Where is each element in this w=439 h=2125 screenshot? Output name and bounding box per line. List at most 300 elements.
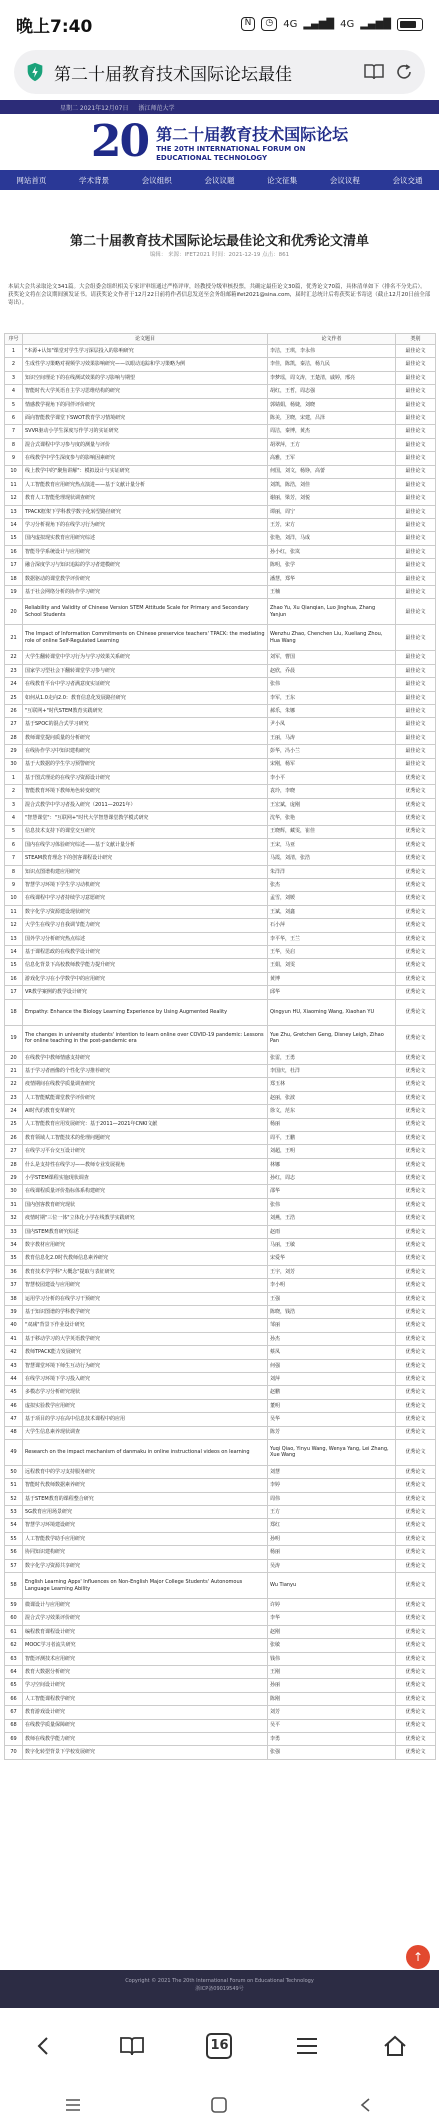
cell-authors: 郑玉林 — [268, 1078, 396, 1091]
cell-type: 最佳论文 — [396, 465, 436, 478]
table-row — [5, 1665, 436, 1678]
cell-title: 大学生信息素养现状调查 — [23, 1426, 268, 1439]
table-row — [5, 1064, 436, 1077]
address-bar[interactable] — [14, 50, 425, 94]
cell-authors: 谭丽，周宁 — [268, 505, 396, 518]
cell-authors: 彭华，冯小兰 — [268, 745, 396, 758]
cell-number: 57 — [5, 1559, 23, 1572]
battery-icon — [397, 18, 423, 31]
cell-type: 优秀论文 — [396, 1292, 436, 1305]
cell-title: 在线课程质量评价指标体系构建研究 — [23, 1185, 268, 1198]
cell-type: 优秀论文 — [396, 1465, 436, 1478]
site-banner[interactable] — [0, 114, 439, 170]
cell-number: 17 — [5, 986, 23, 999]
table-row — [5, 1386, 436, 1399]
cell-title: The Impact of Information Commitments on Chinese preservice teachers' TPACK: the mediating role of online Self-Regulated Learning — [23, 625, 268, 651]
browser-toolbar — [0, 2024, 439, 2068]
cell-authors: 宋爱华 — [268, 1252, 396, 1265]
cell-authors: 张雷，王勇 — [268, 1051, 396, 1064]
table-row — [5, 452, 436, 465]
table-row — [5, 425, 436, 438]
cell-title: 线上教学中的"聚焦讲解"：模拟设计与实证研究 — [23, 465, 268, 478]
cell-type: 优秀论文 — [396, 1625, 436, 1638]
table-row — [5, 1239, 436, 1252]
cell-authors: 王晓辉，藏雯，崔佳 — [268, 825, 396, 838]
system-home-icon[interactable] — [204, 2090, 234, 2120]
cell-type: 优秀论文 — [396, 1546, 436, 1559]
col-authors: 论文作者 — [268, 334, 396, 345]
cell-type: 优秀论文 — [396, 1239, 436, 1252]
table-row — [5, 1172, 436, 1185]
cell-authors: 沈华，张艳 — [268, 812, 396, 825]
cell-title: 人工智能教育应用研究热点演进——基于文献计量分析 — [23, 478, 268, 491]
table-row — [5, 519, 436, 532]
cell-type: 最佳论文 — [396, 438, 436, 451]
cell-number: 12 — [5, 492, 23, 505]
table-row — [5, 478, 436, 491]
cell-title: 在线协作学习中知识建构研究 — [23, 745, 268, 758]
nav-call-for-papers[interactable]: 论文征集 — [267, 175, 298, 185]
table-row — [5, 1225, 436, 1238]
cell-number: 66 — [5, 1692, 23, 1705]
banner-en-line1: THE 20TH INTERNATIONAL FORUM ON — [156, 144, 306, 153]
cell-authors: 李洁，王琪，李永伟 — [268, 345, 396, 358]
cell-title: 什么是支持性在线学习——教师专业发展视角 — [23, 1158, 268, 1171]
cell-title: 信息化背景下高校教师教学能力提升研究 — [23, 959, 268, 972]
cell-authors: 郑红 — [268, 1519, 396, 1532]
cell-title: 智慧学习环境下学生学习动机研究 — [23, 879, 268, 892]
cell-number: 11 — [5, 478, 23, 491]
cell-authors: 李梦瑶，周文涛，王楚清，戚婷，邢亮 — [268, 371, 396, 384]
cell-number: 40 — [5, 1319, 23, 1332]
cell-type: 优秀论文 — [396, 1332, 436, 1345]
cell-authors: 钱伟 — [268, 1652, 396, 1665]
cell-title: Empathy: Enhance the Biology Learning Experience by Using Augmented Reality — [23, 999, 268, 1025]
table-row — [5, 1573, 436, 1599]
back-icon[interactable] — [29, 2031, 59, 2061]
table-row — [5, 1359, 436, 1372]
table-row — [5, 1025, 436, 1051]
menu-icon[interactable] — [292, 2031, 322, 2061]
cell-authors: 王娟，刘雯 — [268, 959, 396, 972]
cell-type: 优秀论文 — [396, 1679, 436, 1692]
status-time: 晚上7:40 — [16, 16, 93, 37]
cell-type: 优秀论文 — [396, 1359, 436, 1372]
cell-number: 42 — [5, 1346, 23, 1359]
nav-home[interactable]: 网站首页 — [16, 175, 47, 185]
cell-type: 优秀论文 — [396, 1573, 436, 1599]
cell-type: 优秀论文 — [396, 812, 436, 825]
cell-type: 最佳论文 — [396, 398, 436, 411]
cell-type: 优秀论文 — [396, 1185, 436, 1198]
table-row — [5, 1265, 436, 1278]
cell-authors: 杨丽 — [268, 1118, 396, 1131]
table-row — [5, 905, 436, 918]
table-row — [5, 1439, 436, 1465]
table-row — [5, 345, 436, 358]
table-row — [5, 1599, 436, 1612]
cell-number: 1 — [5, 771, 23, 784]
cell-authors: 潘慧，郑华 — [268, 572, 396, 585]
cell-number: 34 — [5, 1239, 23, 1252]
cell-title: 教育人工智能伦理现状调查研究 — [23, 492, 268, 505]
cell-type: 最佳论文 — [396, 345, 436, 358]
cell-authors: 李华 — [268, 1612, 396, 1625]
system-nav-bar — [0, 2090, 439, 2120]
cell-type: 优秀论文 — [396, 879, 436, 892]
bookmarks-icon[interactable] — [117, 2031, 147, 2061]
cell-authors: 孟雪，刘媛 — [268, 892, 396, 905]
cell-number: 29 — [5, 1172, 23, 1185]
cell-type: 优秀论文 — [396, 1506, 436, 1519]
cell-authors: Yuqi Qiao, Yinyu Wang, Wenya Yang, Lei Zhang, Xue Wang — [268, 1439, 396, 1465]
cell-title: 基于移动学习的大学英语教学研究 — [23, 1332, 268, 1345]
cell-title: 数据驱动的课堂教学评价研究 — [23, 572, 268, 585]
cell-authors: 刘芳 — [268, 1706, 396, 1719]
cell-authors: 孙明 — [268, 1532, 396, 1545]
page-url-title[interactable]: 第二十届教育技术国际论坛最佳 — [54, 64, 292, 85]
cell-title: 疫情时期"三位一体"立体化小学在线教学实践研究 — [23, 1212, 268, 1225]
cell-authors: 孙杰 — [268, 1332, 396, 1345]
cell-number: 10 — [5, 892, 23, 905]
col-type: 类别 — [396, 334, 436, 345]
cell-number: 18 — [5, 572, 23, 585]
cell-type: 优秀论文 — [396, 946, 436, 959]
cell-type: 优秀论文 — [396, 798, 436, 811]
table-row — [5, 879, 436, 892]
cell-authors: Zhao Yu, Xu Qianqian, Luo Jinghua, Zhang Yanjun — [268, 599, 396, 625]
cell-type: 最佳论文 — [396, 492, 436, 505]
cell-number: 20 — [5, 599, 23, 625]
cell-number: 9 — [5, 452, 23, 465]
cell-title: 国外学习分析研究热点综述 — [23, 932, 268, 945]
cell-number: 32 — [5, 1212, 23, 1225]
table-row — [5, 1625, 436, 1638]
cell-authors: 许婷 — [268, 1599, 396, 1612]
cell-type: 最佳论文 — [396, 625, 436, 651]
cell-authors: 陈晓，钱浩 — [268, 1306, 396, 1319]
cell-title: 教师在线教学能力研究 — [23, 1732, 268, 1745]
cell-authors: 吴华 — [268, 1413, 396, 1426]
cell-title: 教育信息化2.0时代教师信息素养研究 — [23, 1252, 268, 1265]
cell-number: 6 — [5, 838, 23, 851]
reader-mode-icon[interactable] — [363, 61, 385, 83]
cell-authors: 赵丽，张波 — [268, 1091, 396, 1104]
cell-authors: Yue Zhu, Gretchen Geng, Disney Leigh, Zihao Pan — [268, 1025, 396, 1051]
table-row — [5, 1639, 436, 1652]
cell-type: 最佳论文 — [396, 586, 436, 599]
cell-number: 51 — [5, 1479, 23, 1492]
footer-line-2: 浙ICP备09019549号 — [195, 1986, 244, 1992]
table-row — [5, 1332, 436, 1345]
cell-title: 智能评测技术应用研究 — [23, 1652, 268, 1665]
refresh-icon[interactable] — [393, 61, 415, 83]
cell-authors: 邹丽 — [268, 1319, 396, 1332]
cell-title: 人工智能教学助手应用研究 — [23, 1532, 268, 1545]
cell-title: 基于课程思政的在线教学设计研究 — [23, 946, 268, 959]
col-title: 论文题目 — [23, 334, 268, 345]
cell-type: 最佳论文 — [396, 371, 436, 384]
cell-title: 知识空间理论下的在线测试效果的学习影响与期望 — [23, 371, 268, 384]
cell-type: 优秀论文 — [396, 892, 436, 905]
cell-authors: 刘萍 — [268, 1372, 396, 1385]
cell-number: 28 — [5, 1158, 23, 1171]
cell-type: 优秀论文 — [396, 1105, 436, 1118]
table-row — [5, 625, 436, 651]
cell-number: 48 — [5, 1426, 23, 1439]
cell-title: 数字教材应用研究 — [23, 1239, 268, 1252]
cell-title: 虚拟实验教学应用研究 — [23, 1399, 268, 1412]
cell-title: Research on the impact mechanism of danmaku in online instructional videos on learning — [23, 1439, 268, 1465]
back-to-top-button[interactable]: ↑ — [406, 1945, 430, 1969]
cell-number: 36 — [5, 1265, 23, 1278]
cell-title: 智慧校园建设与应用研究 — [23, 1279, 268, 1292]
cell-authors: 周伟 — [268, 1492, 396, 1505]
table-row — [5, 505, 436, 518]
cell-number: 8 — [5, 438, 23, 451]
signal-icon-2: ▂▄▆█ — [360, 18, 391, 30]
cell-authors: 赵欣，乔晨 — [268, 664, 396, 677]
cell-title: 数字化学习资源建设现状研究 — [23, 905, 268, 918]
cell-number: 52 — [5, 1492, 23, 1505]
cell-title: "智慧课堂"："互联网+"时代大学智慧课堂教学模式研究 — [23, 812, 268, 825]
cell-number: 58 — [5, 1573, 23, 1599]
cell-number: 14 — [5, 519, 23, 532]
table-row — [5, 1319, 436, 1332]
cell-title: 微课设计与应用研究 — [23, 1599, 268, 1612]
cell-number: 20 — [5, 1051, 23, 1064]
table-row — [5, 651, 436, 664]
cell-authors: 杨丽 — [268, 1546, 396, 1559]
cell-title: 基于大数据的学生学习预警研究 — [23, 758, 268, 771]
tabs-button[interactable] — [204, 2031, 234, 2061]
cell-authors: 李平华，王兰 — [268, 932, 396, 945]
cell-authors: 李军，王东 — [268, 691, 396, 704]
cell-authors: 王方 — [268, 1506, 396, 1519]
cell-type: 优秀论文 — [396, 1078, 436, 1091]
cell-type: 优秀论文 — [396, 1172, 436, 1185]
cell-authors: 郭婧娟，杨婕，刘晓 — [268, 398, 396, 411]
cell-type: 优秀论文 — [396, 1732, 436, 1745]
cell-title: 协同知识建构研究 — [23, 1546, 268, 1559]
shield-icon — [24, 61, 46, 83]
cell-type: 优秀论文 — [396, 1198, 436, 1211]
cell-authors: 马丽，王敏 — [268, 1239, 396, 1252]
table-row — [5, 1372, 436, 1385]
table-row — [5, 664, 436, 677]
table-row — [5, 1465, 436, 1478]
cell-type: 优秀论文 — [396, 838, 436, 851]
banner-cn-title: 第二十届教育技术国际论坛 — [156, 124, 349, 144]
nav-transport[interactable]: 会议交通 — [392, 175, 423, 185]
cell-title: 远程教育中的学习支持服务研究 — [23, 1465, 268, 1478]
cell-title: 数字化学习资源共享研究 — [23, 1559, 268, 1572]
cell-authors: 周平，王鹏 — [268, 1131, 396, 1144]
cell-authors: 张敏 — [268, 1639, 396, 1652]
table-row — [5, 852, 436, 865]
cell-title: 大学生翻转课堂中学习行为与学习效果关系研究 — [23, 651, 268, 664]
cell-authors: 王楠 — [268, 586, 396, 599]
cell-number: 43 — [5, 1359, 23, 1372]
cell-number: 62 — [5, 1639, 23, 1652]
nav-topics[interactable]: 会议议题 — [204, 175, 235, 185]
cell-number: 5 — [5, 825, 23, 838]
table-row — [5, 1492, 436, 1505]
cell-authors: 李小平 — [268, 771, 396, 784]
cell-type: 优秀论文 — [396, 1399, 436, 1412]
cell-number: 33 — [5, 1225, 23, 1238]
table-row — [5, 1652, 436, 1665]
table-row — [5, 1105, 436, 1118]
table-row — [5, 492, 436, 505]
cell-title: STEAM教育理念下的创客课程设计研究 — [23, 852, 268, 865]
cell-number: 25 — [5, 1118, 23, 1131]
cell-authors: Wu Tianyu — [268, 1573, 396, 1599]
site-footer — [0, 1970, 439, 2008]
cell-number: 24 — [5, 678, 23, 691]
cell-title: 融合深度学习与知识追踪的学习者建模研究 — [23, 559, 268, 572]
cell-title: 国家学习型社会下翻转课堂学习参与研究 — [23, 664, 268, 677]
cell-authors: 何强 — [268, 1359, 396, 1372]
nav-agenda[interactable]: 会议议程 — [329, 175, 360, 185]
cell-authors: 王刚 — [268, 1665, 396, 1678]
cell-authors: 张伟 — [268, 678, 396, 691]
cell-number: 7 — [5, 852, 23, 865]
cell-type: 优秀论文 — [396, 1212, 436, 1225]
article-title: 第二十届教育技术国际论坛最佳论文和优秀论文清单 — [69, 234, 369, 249]
cell-type: 最佳论文 — [396, 704, 436, 717]
cell-title: 混合式学习效果评价研究 — [23, 1612, 268, 1625]
cell-title: 运用学习分析的在线学习干预研究 — [23, 1292, 268, 1305]
cell-number: 26 — [5, 1131, 23, 1144]
cell-type: 优秀论文 — [396, 852, 436, 865]
cell-number: 30 — [5, 758, 23, 771]
cell-type: 最佳论文 — [396, 411, 436, 424]
cell-title: 国内在线学习体验研究综述——基于文献计量分析 — [23, 838, 268, 851]
cell-type: 优秀论文 — [396, 959, 436, 972]
nav-organization[interactable]: 会议组织 — [141, 175, 172, 185]
cell-authors: 孙丽 — [268, 1679, 396, 1692]
nav-background[interactable]: 学术背景 — [79, 175, 110, 185]
cell-title: 基于项目的学习在高中信息技术课程中的应用 — [23, 1413, 268, 1426]
table-row — [5, 1185, 436, 1198]
cell-title: Reliability and Validity of Chinese Version STEM Attitude Scale for Primary and Secondary School Students — [23, 599, 268, 625]
cell-number: 35 — [5, 1252, 23, 1265]
cell-title: 国内创客教育研究现状 — [23, 1198, 268, 1211]
cell-authors: 王丽，马涛 — [268, 731, 396, 744]
cell-authors: 刘燕，王浩 — [268, 1212, 396, 1225]
cell-type: 优秀论文 — [396, 1372, 436, 1385]
table-row — [5, 1198, 436, 1211]
cell-type: 优秀论文 — [396, 1426, 436, 1439]
table-row — [5, 1559, 436, 1572]
cell-authors: 陈芳 — [268, 1426, 396, 1439]
cell-authors: 王华，吴启 — [268, 946, 396, 959]
cell-authors: 赵雨 — [268, 1225, 396, 1238]
cell-number: 65 — [5, 1679, 23, 1692]
table-row — [5, 718, 436, 731]
home-icon[interactable] — [380, 2031, 410, 2061]
cell-title: 基于图式理论的在线学习资源设计研究 — [23, 771, 268, 784]
table-row — [5, 1346, 436, 1359]
cell-authors: 张杰 — [268, 879, 396, 892]
cell-title: "双减"背景下作业设计研究 — [23, 1319, 268, 1332]
cell-type: 优秀论文 — [396, 1519, 436, 1532]
system-back-icon[interactable] — [351, 2090, 381, 2120]
cell-title: "本源+认知"课堂对学生学习深层投入的影响研究 — [23, 345, 268, 358]
cell-title: 智能教育环境下教师角色转变研究 — [23, 785, 268, 798]
cell-type: 优秀论文 — [396, 1279, 436, 1292]
table-row — [5, 1212, 436, 1225]
cell-authors: 张艳，刘洋，马成 — [268, 532, 396, 545]
cell-number: 21 — [5, 1064, 23, 1077]
table-row — [5, 959, 436, 972]
table-row — [5, 385, 436, 398]
cell-type: 最佳论文 — [396, 718, 436, 731]
cell-authors: 邵华 — [268, 1185, 396, 1198]
cell-authors: 王宇，刘芳 — [268, 1265, 396, 1278]
table-row — [5, 465, 436, 478]
cell-title: 疫情期间在线教学质量调查研究 — [23, 1078, 268, 1091]
cell-title: 国内虚拟现实教育应用研究综述 — [23, 532, 268, 545]
cell-number: 31 — [5, 1198, 23, 1211]
cell-authors: 宋刚，杨军 — [268, 758, 396, 771]
cell-type: 优秀论文 — [396, 1719, 436, 1732]
table-row — [5, 572, 436, 585]
cell-type: 最佳论文 — [396, 358, 436, 371]
cell-title: AI时代的教育变革研究 — [23, 1105, 268, 1118]
cell-number: 68 — [5, 1719, 23, 1732]
table-header-row — [5, 334, 436, 345]
cell-number: 8 — [5, 865, 23, 878]
cell-title: 5G教育应用场景研究 — [23, 1506, 268, 1519]
table-row — [5, 559, 436, 572]
system-menu-icon[interactable] — [58, 2090, 88, 2120]
cell-number: 37 — [5, 1279, 23, 1292]
table-row — [5, 532, 436, 545]
cell-type: 最佳论文 — [396, 758, 436, 771]
table-row — [5, 1078, 436, 1091]
cell-type: 优秀论文 — [396, 865, 436, 878]
cell-authors: 刘凯，陈浩，刘佳 — [268, 478, 396, 491]
cell-authors: Wenzhu Zhao, Chenchen Liu, Xueliang Zhou, Hua Wang — [268, 625, 396, 651]
cell-type: 最佳论文 — [396, 572, 436, 585]
cell-number: 63 — [5, 1652, 23, 1665]
cell-type: 优秀论文 — [396, 1413, 436, 1426]
banner-en-line2: EDUCATIONAL TECHNOLOGY — [156, 153, 268, 162]
cell-authors: 郝乐，朱娜 — [268, 704, 396, 717]
cell-title: 教育大数据分析研究 — [23, 1665, 268, 1678]
cell-type: 最佳论文 — [396, 678, 436, 691]
cell-number: 50 — [5, 1465, 23, 1478]
table-row — [5, 771, 436, 784]
site-date: 星期二 2021年12月07日 — [60, 104, 129, 112]
cell-authors: 陈美，卫晓，宋建，吕泽 — [268, 411, 396, 424]
cell-number: 18 — [5, 999, 23, 1025]
cell-authors: 胡红，王哲，周志强 — [268, 385, 396, 398]
cell-authors: 刘超，王明 — [268, 1145, 396, 1158]
cell-type: 优秀论文 — [396, 1306, 436, 1319]
cell-authors: Qingyun HU, Xiaoming Wang, Xiaohan YU — [268, 999, 396, 1025]
table-row — [5, 1306, 436, 1319]
cell-type: 优秀论文 — [396, 1145, 436, 1158]
cell-title: 教师课堂提问质量的分析研究 — [23, 731, 268, 744]
cell-authors: 孙小红，张岚 — [268, 545, 396, 558]
cell-type: 最佳论文 — [396, 532, 436, 545]
cell-title: 在线教学中学生深度参与的影响因素研究 — [23, 452, 268, 465]
cell-number: 45 — [5, 1386, 23, 1399]
table-row — [5, 865, 436, 878]
